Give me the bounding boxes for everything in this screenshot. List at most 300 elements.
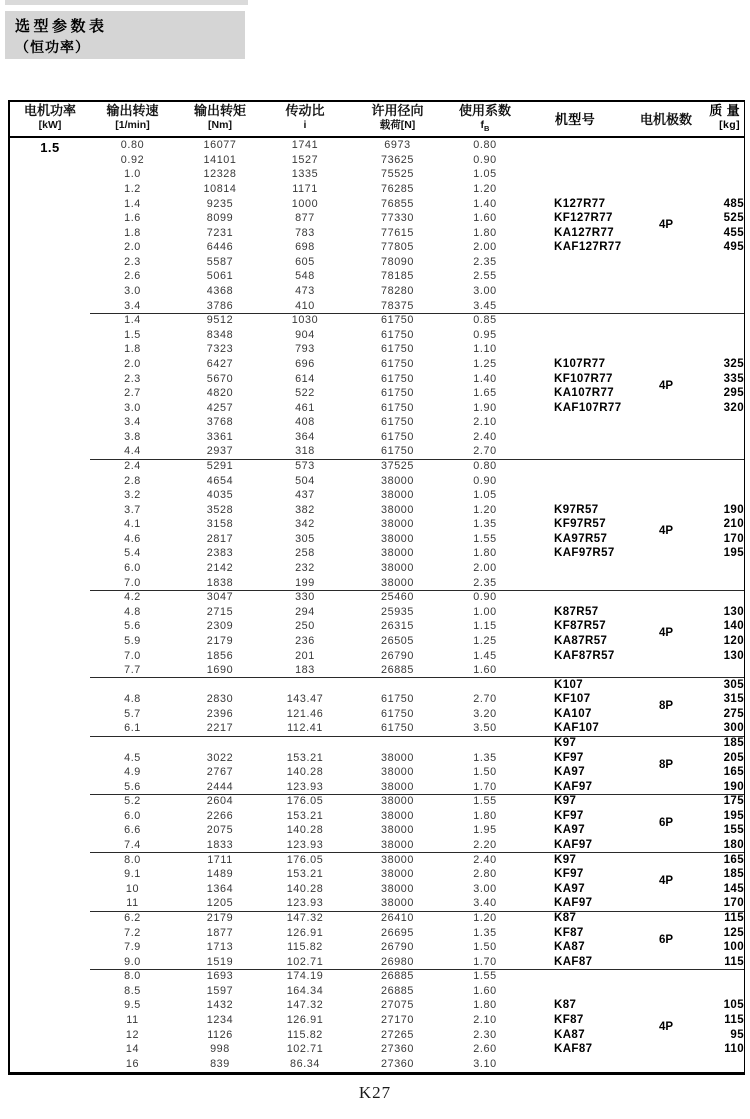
cell-ratio: 1335 [291, 168, 319, 181]
cell-output-speed: 1.6 [124, 212, 141, 225]
cell-ratio: 504 [295, 474, 315, 487]
cell-output-speed: 3.0 [124, 285, 141, 298]
cell-model: KA97 [554, 766, 586, 779]
cell-output-torque: 1519 [206, 955, 234, 968]
cell-service-factor: 2.60 [473, 1043, 497, 1056]
table-row [10, 896, 744, 911]
cell-service-factor: 1.80 [473, 226, 497, 239]
cell-output-torque: 8348 [206, 328, 234, 341]
table-row [10, 605, 744, 620]
table-header-row [10, 102, 744, 138]
cell-output-torque: 14101 [203, 153, 237, 166]
cell-ratio: 147.32 [286, 999, 324, 1012]
cell-model: KAF127R77 [554, 241, 622, 254]
cell-ratio: 176.05 [286, 795, 324, 808]
table-row [10, 357, 744, 372]
cell-service-factor: 1.80 [473, 547, 497, 560]
cell-radial-load: 26315 [380, 620, 415, 633]
cell-service-factor: 2.40 [473, 853, 497, 866]
cell-radial-load: 26790 [380, 649, 415, 662]
table-row [10, 969, 744, 984]
poles-label: 6P [658, 933, 674, 946]
cell-radial-load: 75525 [380, 168, 415, 181]
cell-radial-load: 38000 [380, 766, 415, 779]
cell-model: K127R77 [554, 197, 606, 210]
cell-output-speed: 2.8 [124, 474, 141, 487]
cell-service-factor: 2.20 [473, 839, 497, 852]
cell-ratio: 696 [295, 357, 315, 370]
cell-service-factor: 1.05 [473, 168, 497, 181]
cell-mass: 125 [723, 926, 744, 939]
cell-output-torque: 2817 [206, 532, 234, 545]
cell-model: KAF97 [554, 839, 593, 852]
cell-radial-load: 25935 [380, 605, 415, 618]
table-row [10, 313, 744, 328]
table-row [10, 138, 744, 153]
cell-radial-load: 78185 [380, 270, 415, 283]
cell-output-speed: 8.0 [124, 970, 141, 983]
cell-radial-load: 38000 [380, 824, 415, 837]
cell-radial-load: 38000 [380, 532, 415, 545]
cell-ratio: 473 [295, 285, 315, 298]
table-row [10, 269, 744, 284]
cell-mass: 210 [723, 518, 744, 531]
cell-model: KAF97 [554, 780, 593, 793]
cell-service-factor: 1.20 [473, 183, 497, 196]
cell-output-torque: 2179 [206, 634, 234, 647]
cell-mass: 190 [723, 780, 744, 793]
cell-output-speed: 9.5 [124, 999, 141, 1012]
cell-mass: 495 [723, 241, 744, 254]
cell-radial-load: 78090 [380, 255, 415, 268]
top-rule [5, 0, 248, 5]
cell-mass: 485 [723, 197, 744, 210]
cell-output-torque: 2396 [206, 707, 234, 720]
cell-ratio: 147.32 [286, 911, 324, 924]
cell-service-factor: 1.20 [473, 911, 497, 924]
cell-model: K107R77 [554, 357, 606, 370]
cell-model: KF107R77 [554, 372, 613, 385]
cell-output-torque: 1364 [206, 882, 234, 895]
cell-ratio: 153.21 [286, 809, 324, 822]
cell-output-torque: 3528 [206, 503, 234, 516]
cell-mass: 145 [723, 882, 744, 895]
cell-mass: 180 [723, 839, 744, 852]
cell-radial-load: 61750 [380, 372, 415, 385]
cell-mass: 105 [723, 999, 744, 1012]
cell-output-torque: 1126 [207, 1028, 233, 1041]
cell-output-speed: 4.6 [124, 532, 141, 545]
cell-output-speed: 4.5 [124, 751, 141, 764]
cell-output-torque: 2179 [206, 911, 234, 924]
cell-output-speed: 2.4 [124, 460, 141, 472]
cell-mass: 140 [723, 620, 744, 633]
cell-service-factor: 1.15 [473, 620, 497, 633]
cell-ratio: 522 [295, 387, 315, 400]
cell-model: KF97 [554, 868, 584, 881]
cell-output-speed: 6.6 [124, 824, 141, 837]
cell-output-torque: 1690 [206, 664, 234, 677]
poles-label: 8P [658, 758, 674, 771]
cell-service-factor: 1.80 [473, 809, 497, 822]
cell-mass: 305 [723, 678, 744, 691]
cell-output-torque: 1856 [206, 649, 234, 662]
cell-mass: 130 [723, 605, 744, 618]
table-row [10, 911, 744, 926]
cell-service-factor: 3.00 [473, 882, 497, 895]
table-row [10, 342, 744, 357]
cell-radial-load: 37525 [380, 460, 415, 472]
cell-mass: 295 [723, 387, 744, 400]
cell-output-torque: 3786 [206, 299, 234, 312]
cell-output-speed: 2.3 [124, 255, 141, 268]
cell-service-factor: 3.10 [473, 1057, 497, 1070]
table-row [10, 430, 744, 445]
cell-mass: 165 [723, 853, 744, 866]
cell-mass: 185 [723, 868, 744, 881]
cell-ratio: 548 [295, 270, 315, 283]
cell-radial-load: 77615 [380, 226, 415, 239]
cell-mass: 115 [724, 955, 744, 968]
cell-radial-load: 61750 [380, 445, 415, 458]
cell-service-factor: 2.70 [473, 445, 497, 458]
cell-mass: 300 [723, 722, 744, 735]
cell-ratio: 294 [295, 605, 315, 618]
table-row [10, 255, 744, 270]
cell-mass: 95 [730, 1028, 744, 1041]
cell-service-factor: 0.90 [473, 153, 497, 166]
cell-output-speed: 7.0 [124, 649, 141, 662]
cell-radial-load: 61750 [380, 387, 415, 400]
cell-service-factor: 2.10 [473, 1013, 497, 1026]
table-row [10, 182, 744, 197]
cell-service-factor: 1.25 [473, 357, 497, 370]
cell-service-factor: 1.95 [473, 824, 497, 837]
cell-ratio: 153.21 [286, 868, 324, 881]
cell-output-speed: 6.0 [124, 562, 141, 575]
cell-model: KF127R77 [554, 212, 613, 225]
cell-service-factor: 2.80 [473, 868, 497, 881]
cell-radial-load: 6973 [384, 139, 411, 152]
table-group [10, 736, 744, 794]
cell-service-factor: 1.65 [473, 387, 497, 400]
column-header-ratio: 传动比 i [285, 103, 325, 131]
cell-service-factor: 1.55 [473, 532, 497, 545]
cell-mass: 170 [723, 532, 744, 545]
cell-radial-load: 25460 [380, 591, 415, 604]
table-row [10, 852, 744, 867]
cell-radial-load: 38000 [380, 809, 415, 822]
cell-radial-load: 38000 [380, 868, 415, 881]
cell-service-factor: 2.30 [473, 1028, 497, 1041]
cell-output-torque: 2604 [206, 795, 234, 808]
cell-radial-load: 26885 [380, 664, 415, 677]
table-row [10, 240, 744, 255]
table-row [10, 998, 744, 1013]
poles-label: 4P [658, 525, 674, 538]
cell-output-torque: 2309 [206, 620, 234, 633]
cell-service-factor: 3.40 [473, 897, 497, 910]
table-row [10, 196, 744, 211]
cell-output-speed: 7.2 [124, 926, 141, 939]
cell-radial-load: 61750 [380, 343, 415, 356]
cell-output-speed: 11 [126, 897, 139, 910]
cell-output-torque: 1489 [206, 868, 234, 881]
cell-ratio: 573 [295, 460, 315, 472]
cell-service-factor: 3.45 [473, 299, 497, 312]
cell-output-speed: 3.2 [124, 489, 141, 502]
cell-radial-load: 61750 [380, 328, 415, 341]
cell-radial-load: 38000 [380, 882, 415, 895]
cell-output-speed: 5.7 [124, 707, 141, 720]
cell-model: K97 [554, 853, 577, 866]
cell-output-torque: 6446 [206, 241, 234, 254]
cell-radial-load: 38000 [380, 780, 415, 793]
cell-output-torque: 2383 [206, 547, 234, 560]
cell-ratio: 793 [295, 343, 315, 356]
cell-radial-load: 38000 [380, 503, 415, 516]
cell-output-torque: 2937 [206, 445, 234, 458]
cell-output-torque: 3768 [206, 416, 234, 429]
cell-model: KF97R57 [554, 518, 607, 531]
cell-model: K87 [554, 911, 577, 924]
cell-model: KAF87R57 [554, 649, 615, 662]
cell-radial-load: 73625 [380, 153, 415, 166]
cell-mass: 155 [723, 824, 744, 837]
cell-service-factor: 1.60 [473, 664, 497, 677]
cell-mass: 130 [723, 649, 744, 662]
cell-radial-load: 61750 [380, 416, 415, 429]
cell-mass: 170 [723, 897, 744, 910]
cell-service-factor: 0.80 [473, 460, 497, 472]
cell-output-torque: 1432 [206, 999, 234, 1012]
cell-output-torque: 5061 [206, 270, 234, 283]
cell-service-factor: 2.00 [473, 562, 497, 575]
cell-service-factor: 1.35 [473, 518, 497, 531]
cell-radial-load: 27075 [380, 999, 415, 1012]
cell-radial-load: 77330 [380, 212, 415, 225]
cell-output-speed: 2.0 [124, 241, 141, 254]
cell-radial-load: 61750 [380, 722, 415, 735]
cell-service-factor: 1.50 [473, 941, 497, 954]
cell-output-speed: 1.0 [124, 168, 141, 181]
table-row [10, 415, 744, 430]
cell-output-speed: 8.5 [124, 984, 141, 997]
cell-output-speed: 6.1 [124, 722, 141, 735]
table-row [10, 838, 744, 853]
cell-service-factor: 3.50 [473, 722, 497, 735]
cell-output-speed: 8.0 [124, 853, 141, 866]
cell-mass: 165 [723, 766, 744, 779]
cell-ratio: 410 [295, 299, 315, 312]
cell-output-speed: 4.1 [124, 518, 141, 531]
cell-ratio: 437 [295, 489, 315, 502]
cell-service-factor: 2.35 [473, 576, 497, 589]
table-row [10, 590, 744, 605]
cell-ratio: 1171 [292, 183, 318, 196]
table-group [10, 852, 744, 910]
cell-radial-load: 61750 [380, 401, 415, 414]
cell-output-torque: 3047 [206, 591, 234, 604]
cell-output-torque: 2266 [206, 809, 234, 822]
table-row [10, 779, 744, 794]
cell-model: KAF97R57 [554, 547, 615, 560]
cell-output-speed: 3.7 [124, 503, 141, 516]
cell-model: KF107 [554, 693, 591, 706]
poles-label: 8P [658, 700, 674, 713]
cell-radial-load: 27360 [380, 1057, 415, 1070]
cell-ratio: 605 [295, 255, 315, 268]
cell-ratio: 201 [295, 649, 315, 662]
cell-model: KF87 [554, 926, 584, 939]
cell-ratio: 382 [295, 503, 315, 516]
cell-output-speed: 0.92 [120, 153, 145, 166]
cell-output-speed: 4.4 [124, 445, 141, 458]
cell-output-speed: 1.8 [124, 226, 141, 239]
cell-service-factor: 1.70 [473, 955, 497, 968]
cell-radial-load: 76285 [380, 183, 415, 196]
cell-output-speed: 1.5 [124, 328, 141, 341]
cell-output-speed: 5.6 [124, 620, 141, 633]
cell-output-torque: 1833 [206, 839, 234, 852]
cell-model: KAF107 [554, 722, 600, 735]
cell-output-torque: 4368 [206, 285, 234, 298]
cell-output-speed: 2.0 [124, 357, 141, 370]
cell-output-torque: 1711 [207, 853, 233, 866]
cell-output-torque: 839 [210, 1057, 230, 1070]
cell-ratio: 318 [295, 445, 315, 458]
cell-radial-load: 26980 [380, 955, 415, 968]
cell-service-factor: 2.55 [473, 270, 497, 283]
cell-mass: 275 [723, 707, 744, 720]
cell-output-speed: 5.4 [124, 547, 141, 560]
cell-output-torque: 7231 [206, 226, 234, 239]
cell-output-speed: 16 [125, 1057, 140, 1070]
cell-ratio: 153.21 [286, 751, 324, 764]
cell-mass: 120 [723, 634, 744, 647]
cell-ratio: 102.71 [286, 955, 324, 968]
cell-output-speed: 14 [125, 1043, 140, 1056]
table-group [10, 911, 744, 969]
cell-service-factor: 0.85 [473, 314, 497, 327]
cell-output-torque: 4654 [206, 474, 234, 487]
cell-service-factor: 1.20 [473, 503, 497, 516]
cell-radial-load: 26505 [380, 634, 415, 647]
cell-output-speed: 7.4 [124, 839, 141, 852]
cell-model: KF97 [554, 809, 584, 822]
cell-service-factor: 1.10 [473, 343, 497, 356]
cell-radial-load: 38000 [380, 576, 415, 589]
cell-ratio: 408 [295, 416, 315, 429]
cell-output-torque: 1597 [206, 984, 234, 997]
cell-ratio: 140.28 [286, 824, 324, 837]
motor-power-value: 1.5 [40, 140, 60, 155]
column-header-output-torque: 输出转矩 [Nm] [193, 103, 246, 131]
cell-ratio: 614 [295, 372, 315, 385]
table-row [10, 561, 744, 576]
cell-output-torque: 8099 [206, 212, 234, 225]
cell-output-torque: 1693 [206, 970, 234, 983]
cell-output-speed: 6.2 [124, 911, 141, 924]
poles-label: 4P [658, 219, 674, 232]
cell-mass: 325 [723, 357, 744, 370]
cell-ratio: 123.93 [286, 780, 324, 793]
cell-service-factor: 1.55 [473, 970, 497, 983]
cell-output-speed: 5.9 [124, 634, 141, 647]
table-group [10, 969, 744, 1071]
cell-output-torque: 1234 [206, 1013, 234, 1026]
cell-service-factor: 2.40 [473, 430, 497, 443]
cell-service-factor: 1.35 [473, 751, 497, 764]
cell-ratio: 164.34 [286, 984, 324, 997]
cell-radial-load: 38000 [380, 489, 415, 502]
table-row [10, 677, 744, 692]
cell-radial-load: 26790 [380, 941, 415, 954]
cell-output-torque: 998 [210, 1043, 230, 1056]
cell-mass: 190 [723, 503, 744, 516]
cell-output-torque: 9512 [206, 314, 234, 327]
cell-service-factor: 0.95 [473, 328, 497, 341]
cell-output-torque: 2075 [206, 824, 234, 837]
cell-ratio: 140.28 [286, 882, 324, 895]
cell-model: KAF87 [554, 955, 593, 968]
cell-output-speed: 7.7 [124, 664, 141, 677]
cell-output-torque: 5291 [206, 460, 234, 472]
table-group [10, 459, 744, 590]
table-row [10, 546, 744, 561]
cell-service-factor: 2.00 [473, 241, 497, 254]
cell-model: KF87 [554, 1013, 584, 1026]
cell-output-speed: 3.8 [124, 430, 141, 443]
cell-ratio: 183 [295, 664, 315, 677]
cell-output-torque: 2444 [206, 780, 234, 793]
cell-mass: 335 [723, 372, 744, 385]
cell-output-torque: 6427 [206, 357, 234, 370]
cell-ratio: 364 [295, 430, 315, 443]
cell-output-speed: 5.6 [124, 780, 141, 793]
cell-output-speed: 1.4 [124, 314, 141, 327]
page-subtitle: （恒功率） [15, 39, 90, 55]
cell-output-torque: 3158 [206, 518, 234, 531]
cell-radial-load: 38000 [380, 839, 415, 852]
cell-model: KA107 [554, 707, 592, 720]
cell-ratio: 1741 [291, 139, 319, 152]
table-row [10, 167, 744, 182]
cell-output-speed: 3.4 [124, 416, 141, 429]
cell-radial-load: 26410 [380, 911, 415, 924]
cell-radial-load: 78280 [380, 285, 415, 298]
poles-label: 4P [658, 1021, 674, 1034]
cell-output-torque: 1205 [206, 897, 234, 910]
cell-ratio: 86.34 [289, 1057, 321, 1070]
cell-ratio: 174.19 [286, 970, 324, 983]
table-row [10, 984, 744, 999]
cell-service-factor: 0.90 [473, 591, 497, 604]
cell-service-factor: 1.35 [473, 926, 497, 939]
cell-radial-load: 38000 [380, 853, 415, 866]
table-group [10, 313, 744, 459]
cell-ratio: 877 [295, 212, 315, 225]
cell-output-torque: 1713 [206, 941, 234, 954]
cell-radial-load: 38000 [380, 547, 415, 560]
cell-radial-load: 26695 [380, 926, 415, 939]
cell-output-speed: 4.9 [124, 766, 141, 779]
cell-output-torque: 2767 [206, 766, 234, 779]
cell-output-speed: 10 [125, 882, 140, 895]
column-header-mass: 质 量 [kg] [709, 103, 740, 131]
table-row [10, 575, 744, 590]
cell-service-factor: 1.70 [473, 780, 497, 793]
